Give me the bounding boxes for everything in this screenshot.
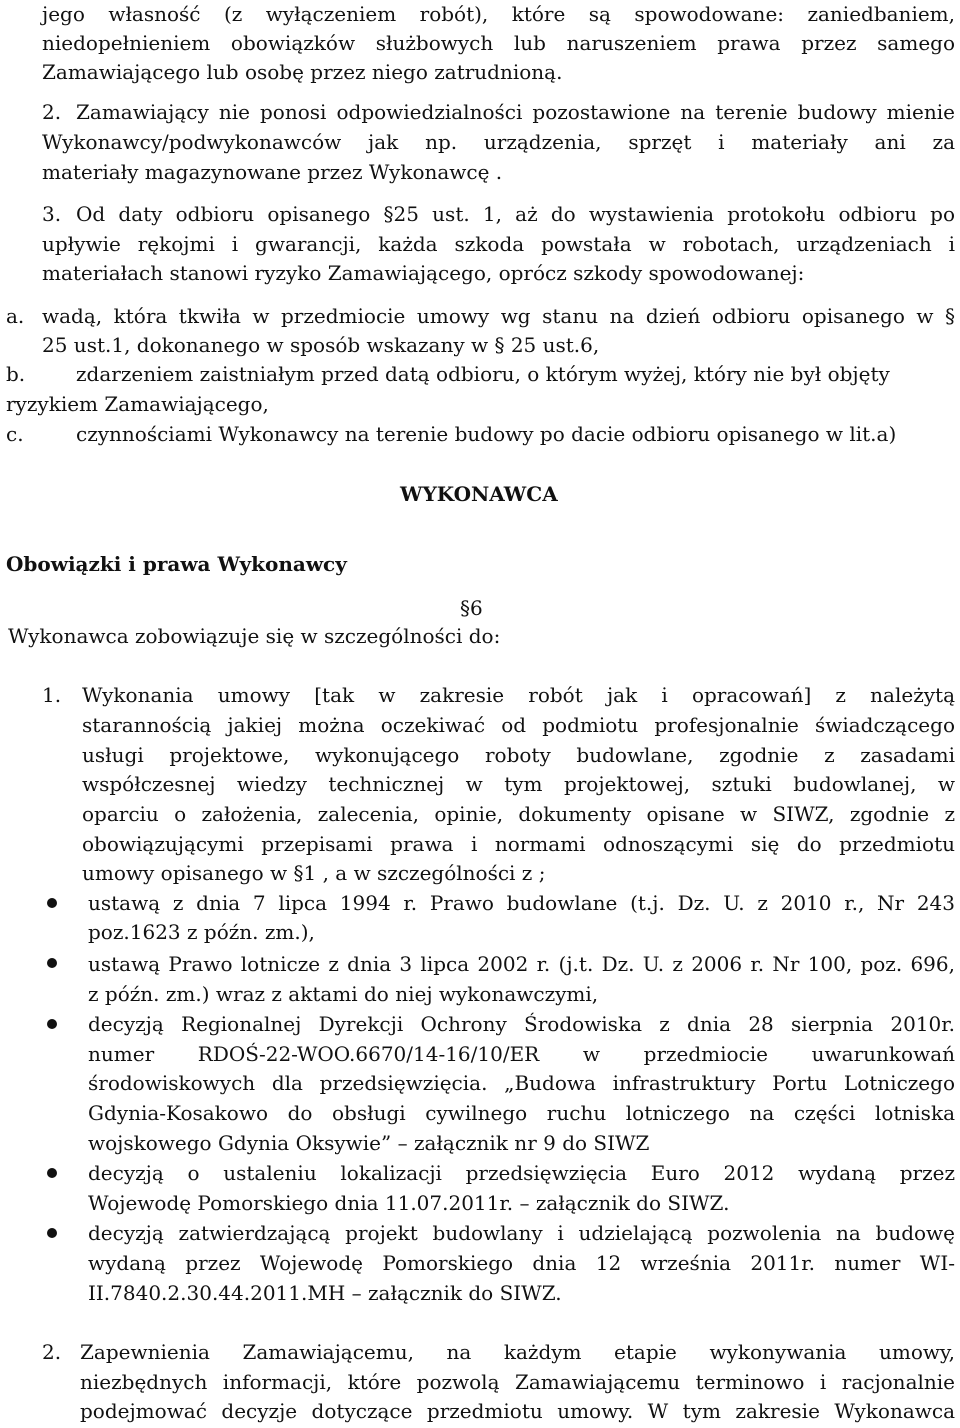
list-marker: 2. — [42, 100, 62, 124]
text-line: ustawą Prawo lotnicze z dnia 3 lipca 2002 r. (j.t. Dz. U. z 2006 r. Nr 100, poz. 696, — [88, 952, 955, 976]
text-line: wydaną przez Wojewodę Pomorskiego dnia 12 września 2011r. numer WI- — [88, 1251, 955, 1275]
bullet-icon — [47, 1228, 57, 1238]
text-line: współczesnej wiedzy technicznej w tym projektowej, sztuki budowlanej, w — [82, 772, 955, 796]
text-line: Zamawiającego lub osobę przez niego zatrudnioną. — [42, 60, 563, 84]
text-line: upływie rękojmi i gwarancji, każda szkoda powstała w robotach, urządzeniach i — [42, 232, 955, 256]
text-line: Wojewodę Pomorskiego dnia 11.07.2011r. – załącznik do SIWZ. — [88, 1191, 730, 1215]
list-marker: 2. — [42, 1340, 62, 1364]
text-line: oparciu o założenia, zalecenia, opinie, dokumenty opisane w SIWZ, zgodnie z — [82, 802, 955, 826]
text-line: obowiązującymi przepisami prawa i normami odnoszącymi się do przedmiotu — [82, 832, 955, 856]
bullet-icon — [47, 1019, 57, 1029]
text-line: materiały magazynowane przez Wykonawcę . — [42, 160, 503, 184]
list-marker: 1. — [42, 683, 62, 707]
intro-text: Wykonawca zobowiązuje się w szczególności do: — [8, 624, 501, 648]
bullet-icon — [47, 898, 57, 908]
text-line: wadą, która tkwiła w przedmiocie umowy wg stanu na dzień odbioru opisanego w § — [42, 304, 955, 328]
text-line: czynnościami Wykonawcy na terenie budowy po dacie odbioru opisanego w lit.a) — [76, 422, 897, 446]
text-line: decyzją Regionalnej Dyrekcji Ochrony Środowiska z dnia 28 sierpnia 2010r. — [88, 1012, 955, 1036]
text-line: jego własność (z wyłączeniem robót), które są spowodowane: zaniedbaniem, — [42, 2, 955, 26]
list-marker: c. — [6, 422, 24, 446]
text-line: podejmować decyzje dotyczące przedmiotu umowy. W tym zakresie Wykonawca — [80, 1399, 955, 1423]
text-line: ustawą z dnia 7 lipca 1994 r. Prawo budowlane (t.j. Dz. U. z 2010 r., Nr 243 — [88, 891, 955, 915]
text-line: Wykonawcy/podwykonawców jak np. urządzenia, sprzęt i materiały ani za — [42, 130, 955, 154]
text-line: starannością jakiej można oczekiwać od podmiotu profesjonalnie świadczącego — [82, 713, 955, 737]
paragraph-section-mark: §6 — [460, 596, 483, 620]
text-line: niedopełnieniem obowiązków służbowych lub naruszeniem prawa przez samego — [42, 31, 955, 55]
bullet-icon — [47, 958, 57, 968]
text-line: zdarzeniem zaistniałym przed datą odbioru, o którym wyżej, który nie był objęty — [76, 362, 890, 386]
text-line: Zamawiający nie ponosi odpowiedzialności pozostawione na terenie budowy mienie — [76, 100, 955, 124]
text-line: decyzją zatwierdzającą projekt budowlany i udzielającą pozwolenia na budowę — [88, 1221, 955, 1245]
bullet-icon — [47, 1168, 57, 1178]
text-line: Gdynia-Kosakowo do obsługi cywilnego ruchu lotniczego na części lotniska — [88, 1101, 955, 1125]
text-line: materiałach stanowi ryzyko Zamawiającego, oprócz szkody spowodowanej: — [42, 261, 805, 285]
text-line: Od daty odbioru opisanego §25 ust. 1, aż do wystawienia protokołu odbioru po — [76, 202, 955, 226]
list-marker: a. — [6, 304, 25, 328]
list-marker: 3. — [42, 202, 62, 226]
text-line: numer RDOŚ-22-WOO.6670/14-16/10/ER w przedmiocie uwarunkowań — [88, 1042, 955, 1066]
text-line: decyzją o ustaleniu lokalizacji przedsięwzięcia Euro 2012 wydaną przez — [88, 1161, 955, 1185]
text-line: usługi projektowe, wykonującego roboty budowlane, zgodnie z zasadami — [82, 743, 955, 767]
text-line: umowy opisanego w §1 , a w szczególności z ; — [82, 861, 546, 885]
text-line: wojskowego Gdynia Oksywie” – załącznik nr 9 do SIWZ — [88, 1131, 650, 1155]
section-heading-wykonawca: WYKONAWCA — [400, 482, 558, 506]
text-line: niezbędnych informacji, które pozwolą Zamawiającemu terminowo i racjonalnie — [80, 1370, 955, 1394]
text-line: z późn. zm.) wraz z aktami do niej wykonawczymi, — [88, 982, 599, 1006]
section-heading-obowiazki: Obowiązki i prawa Wykonawcy — [6, 552, 347, 576]
text-line: Wykonania umowy [tak w zakresie robót jak i opracowań] z należytą — [82, 683, 955, 707]
text-line: poz.1623 z późn. zm.), — [88, 920, 315, 944]
text-line: II.7840.2.30.44.2011.MH – załącznik do SIWZ. — [88, 1281, 562, 1305]
text-line: 25 ust.1, dokonanego w sposób wskazany w § 25 ust.6, — [42, 333, 600, 357]
text-line: ryzykiem Zamawiającego, — [6, 392, 269, 416]
text-line: Zapewnienia Zamawiającemu, na każdym etapie wykonywania umowy, — [80, 1340, 955, 1364]
text-line: środowiskowych dla przedsięwzięcia. „Budowa infrastruktury Portu Lotniczego — [88, 1071, 955, 1095]
list-marker: b. — [6, 362, 26, 386]
